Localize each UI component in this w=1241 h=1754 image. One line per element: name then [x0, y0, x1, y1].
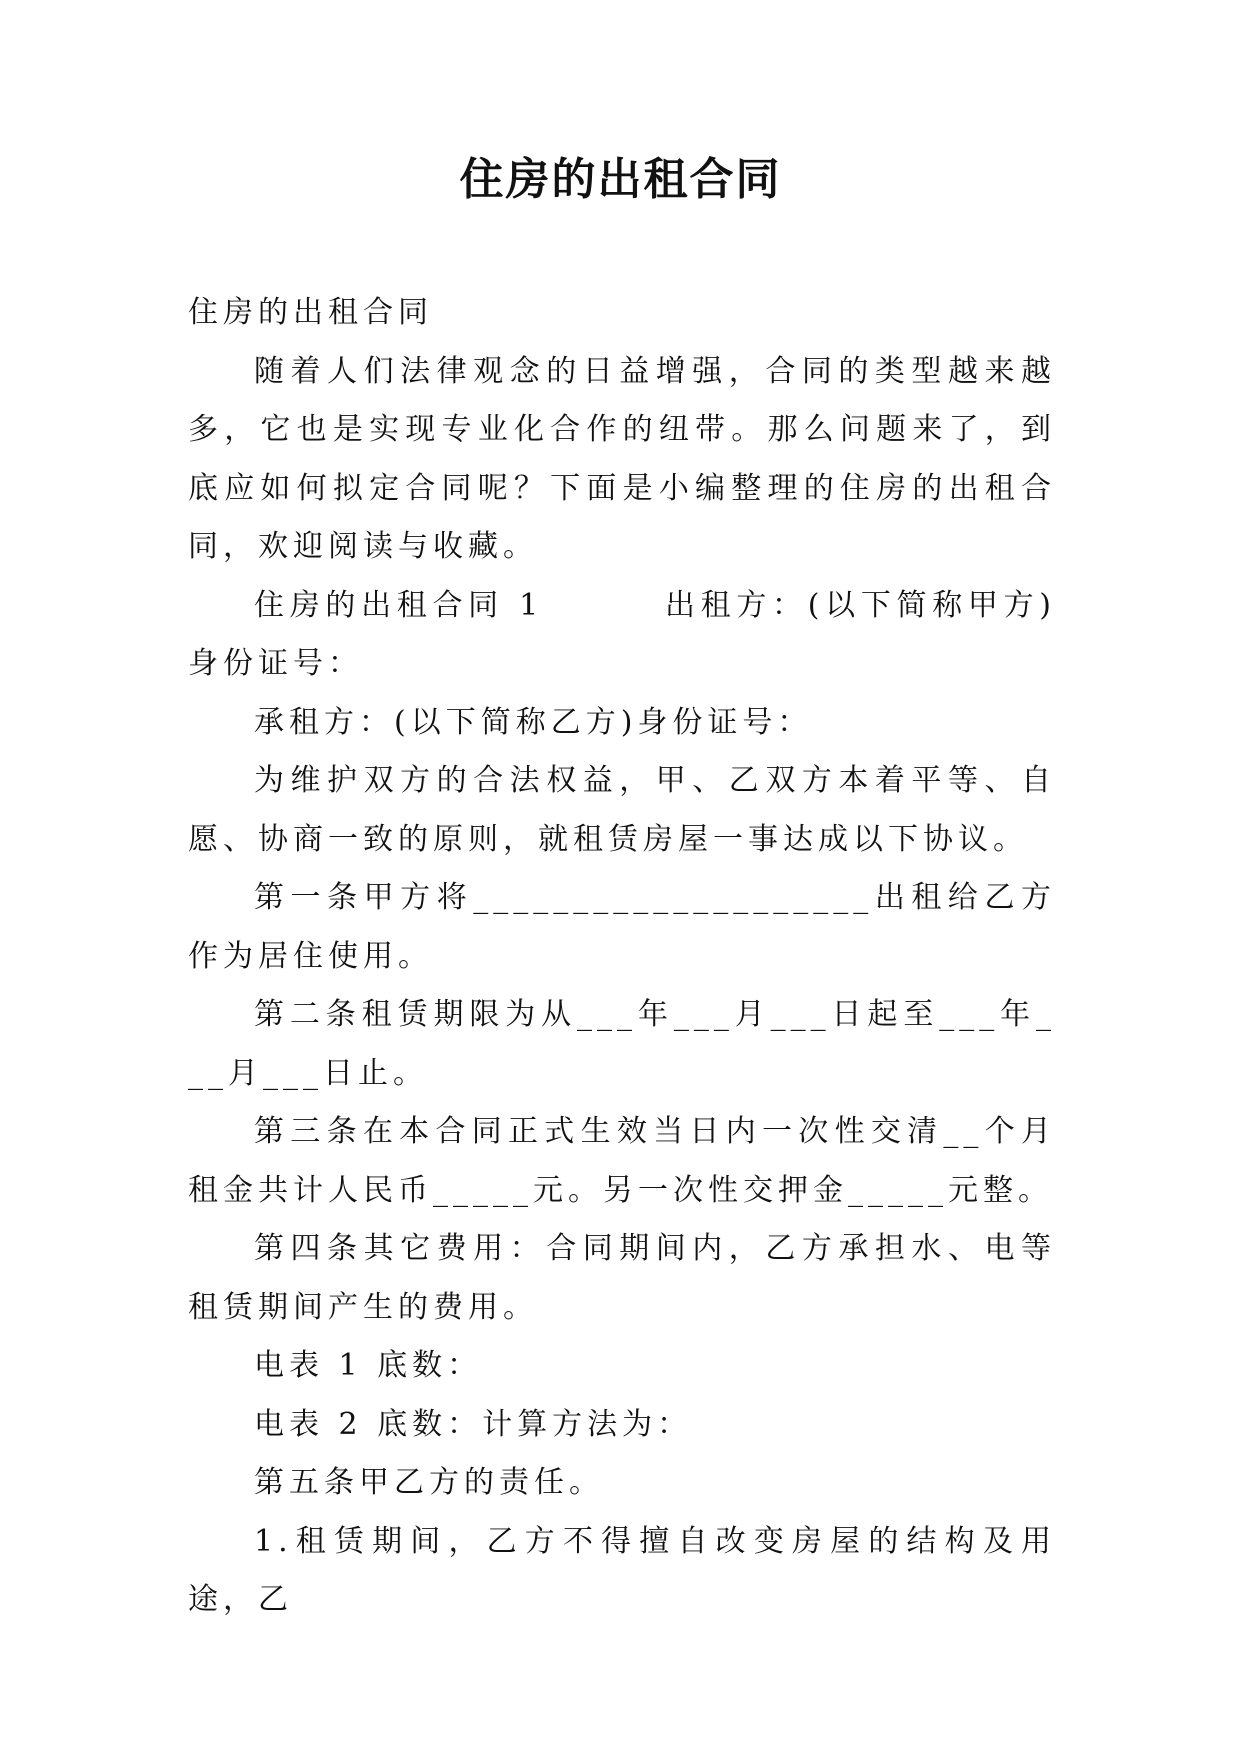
document-paragraph: 第三条在本合同正式生效当日内一次性交清__个月租金共计人民币_____元。另一次性交押金_____元整。: [188, 1114, 1056, 1208]
document-paragraph: 第一条甲方将____________________出租给乙方作为居住使用。: [188, 880, 1056, 974]
document-paragraph: 随着人们法律观念的日益增强，合同的类型越来越多，它也是实现专业化合作的纽带。那么问题来了，到底应如何拟定合同呢？下面是小编整理的住房的出租合同，欢迎阅读与收藏。: [188, 353, 1056, 564]
document-paragraph: 住房的出租合同 1 出租方：(以下简称甲方)身份证号：: [188, 587, 1056, 681]
document-paragraph: 住房的出租合同: [188, 295, 433, 330]
document-paragraph: 第二条租赁期限为从___年___月___日起至___年___月___日止。: [188, 997, 1056, 1091]
document-paragraph: 第五条甲乙方的责任。: [254, 1465, 604, 1500]
document-title: 住房的出租合同: [459, 154, 782, 205]
document-body: [188, 284, 1056, 1630]
document-paragraph: 第四条其它费用：合同期间内，乙方承担水、电等租赁期间产生的费用。: [188, 1231, 1056, 1325]
document-paragraph: 承租方：(以下简称乙方)身份证号：: [254, 704, 813, 740]
document-paragraph: 电表 1 底数：: [254, 1348, 483, 1383]
document-paragraph: 1.租赁期间，乙方不得擅自改变房屋的结构及用途，乙: [188, 1523, 1056, 1617]
document-paragraph: 为维护双方的合法权益，甲、乙双方本着平等、自愿、协商一致的原则，就租赁房屋一事达成以下协议。: [188, 763, 1056, 857]
document-paragraph: 电表 2 底数：计算方法为：: [254, 1406, 693, 1442]
